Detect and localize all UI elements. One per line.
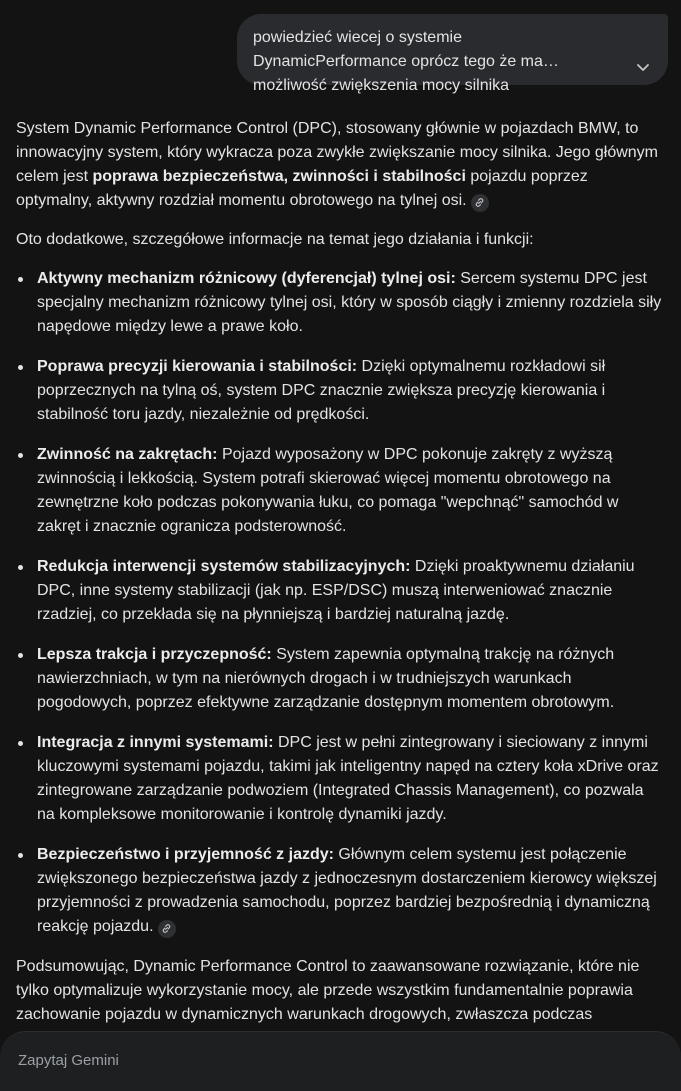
response-lead: Oto dodatkowe, szczegółowe informacje na temat jego działania i funkcji: bbox=[16, 231, 534, 248]
bullet-text: Dzięki optymalnemu rozkładowi sił poprzecznych na tylną oś, system DPC znacznie zwiększa precyzję kierowania i stabilność toru jazdy, niezależnie od prędkości. bbox=[37, 358, 606, 423]
bullet-title: Poprawa precyzji kierowania i stabilności: bbox=[37, 358, 358, 375]
intro-text: System Dynamic Performance Control (DPC), stosowany głównie w pojazdach BMW, to innowacyjny system, który wykracza poza zwykłe zwiększanie mocy silnika. Jego głównym celem jest bbox=[16, 120, 658, 185]
bullet-title: Integracja z innymi systemami: bbox=[37, 734, 274, 751]
list-item bbox=[16, 355, 662, 427]
list-item bbox=[16, 267, 662, 339]
bullet-text: Pojazd wyposażony w DPC pokonuje zakręty z wyższą zwinnością i lekkością. System potrafi skierować więcej momentu obrotowego na zewnętrzne koło podczas pokonywania łuku, co pomaga "wepchnąć" samochód w zakręt i znacznie ogranicza podsterowność. bbox=[37, 446, 619, 535]
user-message-text: powiedzieć wiecej o systemie DynamicPerformance oprócz tego że ma możliwość zwiększenia mocy silnika bbox=[253, 29, 543, 94]
bullet-text: System zapewnia optymalną trakcję na różnych nawierzchniach, w tym na nierównych drogach i w trudniejszych warunkach pogodowych, poprzez efektywne zarządzanie dostępnym momentem obrotowym. bbox=[37, 646, 615, 711]
bullet-text: DPC jest w pełni zintegrowany i sieciowany z innymi kluczowymi systemami pojazdu, takimi jak inteligentny napęd na cztery koła xDrive oraz zintegrowane zarządzanie podwoziem (Integrated Chassis Management), co pozwala na kompleksowe monitorowanie i kontrolę dynamiki jazdy. bbox=[37, 734, 659, 823]
source-link-button[interactable] bbox=[471, 194, 489, 212]
bullet-text: Sercem systemu DPC jest specjalny mechanizm różnicowy tylnej osi, który w sposób ciągły i zmienny rozdziela siły napędowe między lewe a prawe koło. bbox=[37, 270, 662, 335]
link-icon bbox=[161, 923, 172, 934]
source-link-button[interactable] bbox=[158, 920, 176, 938]
bullet-title: Redukcja interwencji systemów stabilizacyjnych: bbox=[37, 558, 411, 575]
list-item bbox=[16, 555, 662, 627]
response-summary: Podsumowując, Dynamic Performance Control to zaawansowane rozwiązanie, które nie tylko optymalizuje wykorzystanie mocy, ale przede wszystkim fundamentalnie poprawia zachowanie pojazdu w dynamicznych warunkach drogowych, zwłaszcza podczas bbox=[16, 958, 640, 1023]
list-item bbox=[16, 843, 662, 939]
response-bullet-list bbox=[16, 267, 662, 939]
intro-text-end: pojazdu poprzez optymalny, aktywny rozdział momentu obrotowego na tylnej osi. bbox=[16, 168, 588, 209]
bullet-title: Aktywny mechanizm różnicowy (dyferencjał) tylnej osi: bbox=[37, 270, 456, 287]
prompt-input[interactable]: Zapytaj Gemini bbox=[18, 1052, 119, 1069]
chevron-down-icon bbox=[635, 59, 651, 75]
expand-message-button[interactable] bbox=[630, 54, 656, 80]
response-intro bbox=[16, 117, 662, 213]
bullet-title: Bezpieczeństwo i przyjemność z jazdy: bbox=[37, 846, 334, 863]
bullet-title: Lepsza trakcja i przyczepność: bbox=[37, 646, 272, 663]
model-response bbox=[16, 117, 662, 1042]
bullet-text: Głównym celem systemu jest połączenie zwiększonego bezpieczeństwa jazdy z jednoczesnym dostarczeniem kierowcy większej przyjemności z prowadzenia samochodu, poprzez bardziej bezpośrednią i dynamiczną reakcję pojazdu. bbox=[37, 846, 657, 935]
intro-bold: poprawa bezpieczeństwa, zwinności i stabilności bbox=[92, 168, 466, 185]
user-message-bubble bbox=[237, 14, 668, 94]
link-icon bbox=[474, 197, 485, 208]
list-item bbox=[16, 643, 662, 715]
bullet-text: Dzięki proaktywnemu działaniu DPC, inne systemy stabilizacji (jak np. ESP/DSC) muszą interweniować znacznie rzadziej, co przekłada się na płynniejszą i bardziej naturalną jazdę. bbox=[37, 558, 635, 623]
list-item bbox=[16, 731, 662, 827]
prompt-input-bar[interactable] bbox=[0, 1031, 681, 1091]
list-item bbox=[16, 443, 662, 539]
bullet-title: Zwinność na zakrętach: bbox=[37, 446, 218, 463]
